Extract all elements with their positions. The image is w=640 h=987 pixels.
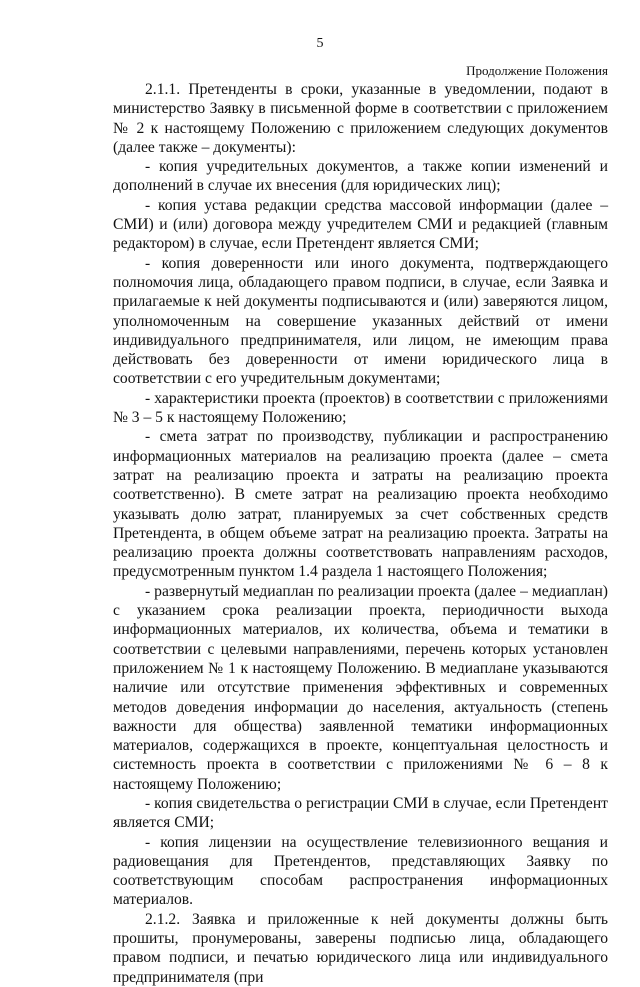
list-item-founding-documents: - копия учредительных документов, а также копии изменений и дополнений в случае их внесения (для юридических лиц); [113,158,608,195]
paragraph-2-1-2: 2.1.2. Заявка и приложенные к ней документы должны быть прошиты, пронумерованы, заверены подписью лица, обладающего правом подписи, и печатью юридического лица или индивидуального предпринимателя (при [113,910,608,986]
running-header: Продолжение Положения [466,63,608,78]
list-item-media-plan: - развернутый медиаплан по реализации проекта (далее – медиаплан) с указанием срока реализации проекта, периодичности выхода информационных материалов, их количества, объема и тематики в соответствии с целевыми направлениями, перечень которых установлен приложением № 1 к настоящему Положению. В медиаплане указываются наличие или отсутствие применения эффективных и современных методов доведения информации до населения, актуальность (степень важности для общества) заявленной тематики информационных материалов, содержащихся в проекте, концептуальная целостность и системность проекта в соответствии с приложениями № 6 – 8 к настоящему Положению; [113,582,608,793]
list-item-broadcast-license: - копия лицензии на осуществление телевизионного вещания и радиовещания для Претендентов, представляющих Заявку по соответствующим способам распространения информационных материалов. [113,833,608,909]
page-number: 5 [316,36,324,51]
list-item-registration-certificate: - копия свидетельства о регистрации СМИ в случае, если Претендент является СМИ; [113,794,608,832]
body-text [113,80,608,987]
paragraph-2-1-1: 2.1.1. Претенденты в сроки, указанные в уведомлении, подают в министерство Заявку в письменной форме в соответствии с приложением № 2 к настоящему Положению с приложением следующих документов (далее также – документы): [113,81,608,156]
list-item-power-of-attorney: - копия доверенности или иного документа, подтверждающего полномочия лица, обладающего правом подписи, в случае, если Заявка и прилагаемые к ней документы подписываются и (или) заверяются лицом, уполномоченным на совершение указанных действий от имени индивидуального предпринимателя, или лицом, не имеющим права действовать без доверенности от имени юридического лица в соответствии с его учредительным документами; [113,254,608,388]
list-item-project-characteristics: - характеристики проекта (проектов) в соответствии с приложениями № 3 – 5 к настоящему Положению; [113,389,608,427]
list-item-cost-estimate: - смета затрат по производству, публикации и распространению информационных материалов на реализацию проекта (далее – смета затрат на реализацию проекта и затраты на реализацию проекта соответственно). В смете затрат на реализацию проекта необходимо указывать долю затрат, планируемых за счет собственных средств Претендента, в общем объеме затрат на реализацию проекта. Затраты на реализацию проекта должны соответствовать направлениям расходов, предусмотренным пунктом 1.4 раздела 1 настоящего Положения; [113,428,608,581]
list-item-media-charter: - копия устава редакции средства массовой информации (далее – СМИ) и (или) договора между учредителем СМИ и редакцией (главным редактором) в случае, если Претендент является СМИ; [113,196,608,253]
